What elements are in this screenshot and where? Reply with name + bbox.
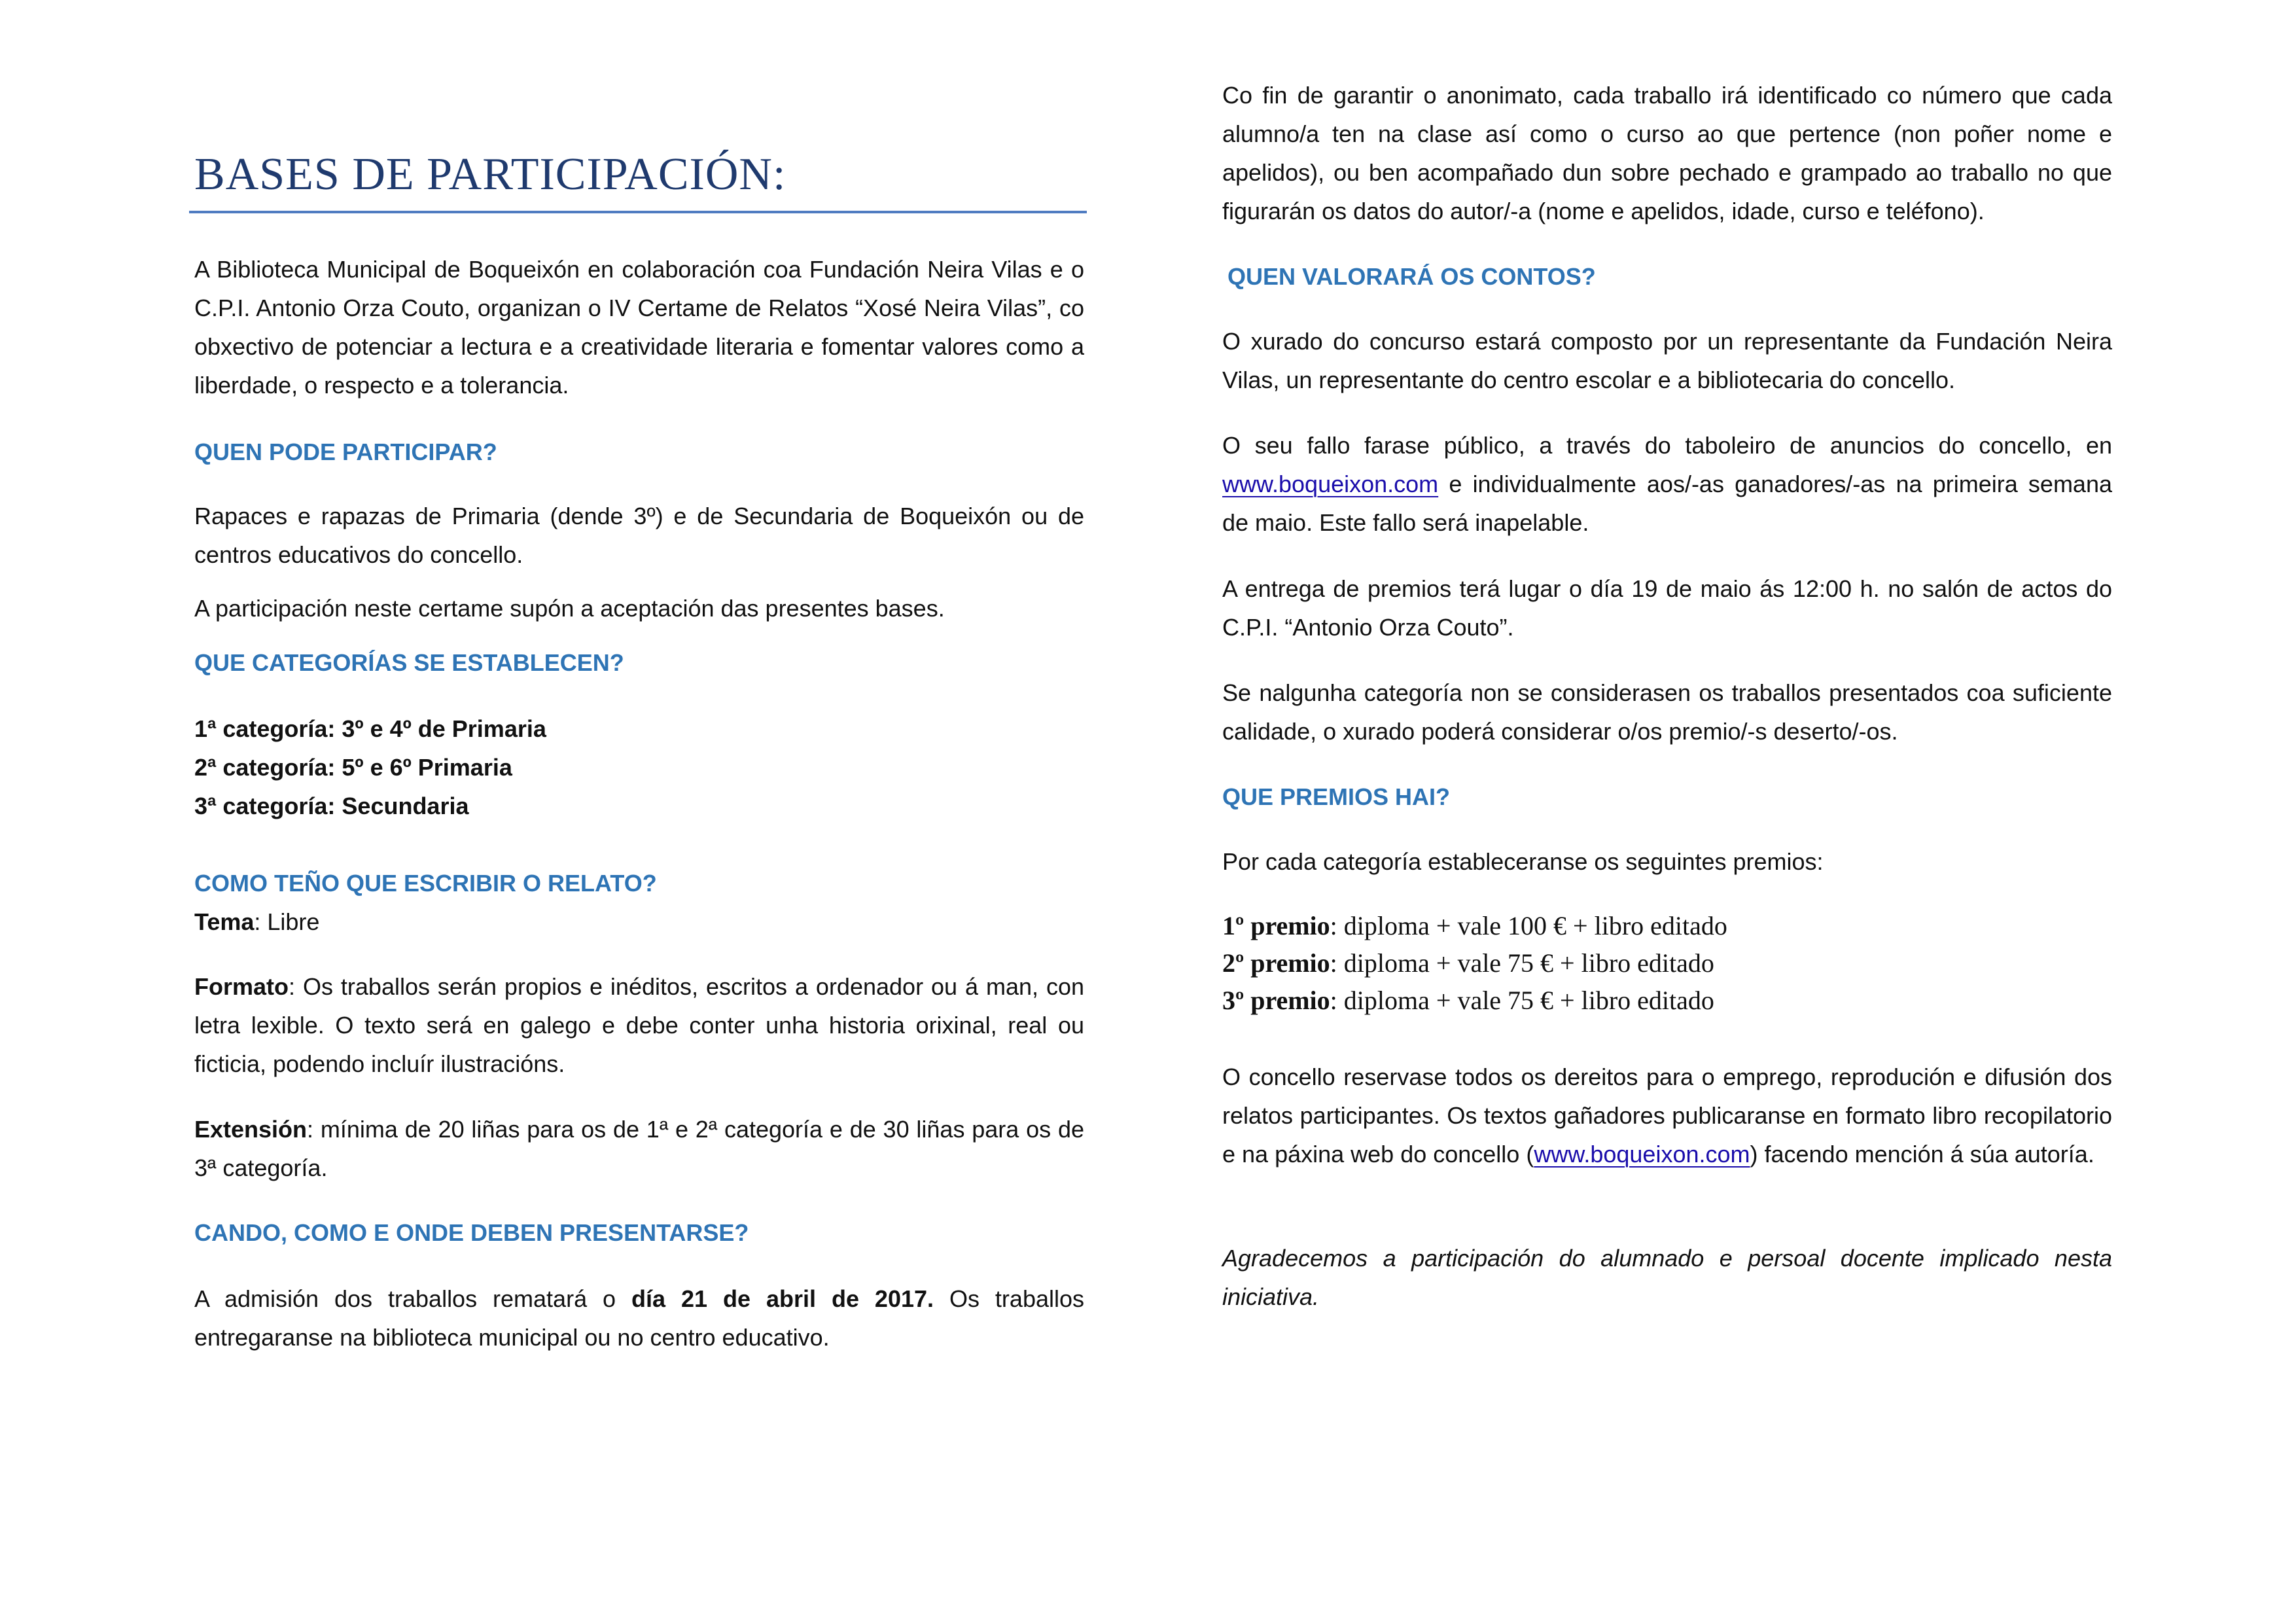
category-item: 3ª categoría: Secundaria [194, 793, 469, 819]
when-heading: CANDO, COMO E ONDE DEBEN PRESENTARSE? [194, 1219, 749, 1246]
how-heading: COMO TEÑO QUE ESCRIBIR O RELATO? [194, 870, 657, 897]
prize-value: : diploma + vale 75 € + libro editado [1330, 986, 1714, 1015]
prizes-heading: QUE PREMIOS HAI? [1222, 783, 1451, 810]
prize-item [1222, 982, 1727, 1019]
tema-label: Tema [194, 908, 255, 935]
jury-paragraph: O xurado do concurso estará composto por un representante da Fundación Neira Vilas, un representante do centro escolar e a bibliotecaria do concello. [1222, 328, 2112, 393]
boqueixon-link[interactable]: www.boqueixon.com [1222, 471, 1439, 497]
boqueixon-link[interactable]: www.boqueixon.com [1534, 1141, 1750, 1168]
when-text-after: Os traballos entregaranse na biblioteca municipal ou no centro educativo. [194, 1285, 1085, 1351]
prize-value: : diploma + vale 75 € + libro editado [1330, 948, 1714, 978]
prizes-intro: Por cada categoría estableceranse os seguintes premios: [1222, 848, 1824, 875]
who-heading: QUEN PODE PARTICIPAR? [194, 438, 497, 465]
verdict-paragraph [1222, 426, 2112, 542]
anonymity-paragraph: Co fin de garantir o anonimato, cada traballo irá identificado co número que cada alumno/a ten na clase así como o curso ao que pertence (non poñer nome e apelidos), ou ben acompañado dun sobre pechado e grampado ao traballo no que figurarán os datos do autor/-a (nome e apelidos, idade, curso e teléfono). [1222, 82, 2112, 224]
prize-item [1222, 944, 1727, 982]
verdict-text-after: e individualmente aos/-as ganadores/-as na primeira semana de maio. Este fallo será inapelable. [1222, 471, 2112, 536]
thanks-paragraph: Agradecemos a participación do alumnado e persoal docente implicado nesta iniciativa. [1222, 1245, 2112, 1310]
rights-text-before: O concello reservase todos os dereitos para o emprego, reprodución e difusión dos relatos participantes. Os textos gañadores publicaranse en formato libro recopilatorio e na páxina web do concello ( [1222, 1063, 2112, 1168]
ceremony-paragraph: A entrega de premios terá lugar o día 19 de maio ás 12:00 h. no salón de actos do C.P.I. “Antonio Orza Couto”. [1222, 575, 2112, 641]
categories-heading: QUE CATEGORÍAS SE ESTABLECEN? [194, 649, 624, 676]
when-text-before: A admisión dos traballos rematará o [194, 1285, 632, 1312]
rights-text-after: ) facendo mención á súa autoría. [1750, 1141, 2094, 1168]
formato-value: : Os traballos serán propios e inéditos, escritos a ordenador ou á man, con letra lexible. O texto será en galego e debe conter unha historia orixinal, real ou ficticia, podendo incluír ilustracións. [194, 973, 1084, 1077]
rights-paragraph [1222, 1058, 2112, 1173]
formato-paragraph [194, 967, 1084, 1083]
prize-label: 1º premio [1222, 911, 1330, 940]
acceptance-paragraph: A participación neste certame supón a aceptación das presentes bases. [194, 595, 945, 622]
extension-paragraph [194, 1110, 1084, 1187]
prizes-list [1222, 907, 1727, 1019]
extension-value: : mínima de 20 liñas para os de 1ª e 2ª categoría e de 30 liñas para os de 3ª categoría. [194, 1116, 1084, 1181]
formato-label: Formato [194, 973, 289, 1000]
category-item: 1ª categoría: 3º e 4º de Primaria [194, 715, 546, 742]
who-paragraph: Rapaces e rapazas de Primaria (dende 3º) e de Secundaria de Boqueixón ou de centros educativos do concello. [194, 503, 1084, 568]
deserted-paragraph: Se nalgunha categoría non se considerasen os traballos presentados coa suficiente calidade, o xurado poderá considerar o/os premio/-s deserto/-os. [1222, 679, 2112, 745]
categories-list [194, 709, 1084, 825]
verdict-text-before: O seu fallo farase público, a través do taboleiro de anuncios do concello, en [1222, 432, 2112, 459]
tema-value: : Libre [254, 908, 320, 935]
deadline-date: día 21 de abril de 2017. [631, 1285, 934, 1312]
jury-heading: QUEN VALORARÁ OS CONTOS? [1227, 263, 1596, 290]
page-title: BASES DE PARTICIPACIÓN: [194, 149, 786, 200]
prize-label: 3º premio [1222, 986, 1330, 1015]
intro-paragraph: A Biblioteca Municipal de Boqueixón en colaboración coa Fundación Neira Vilas e o C.P.I. Antonio Orza Couto, organizan o IV Certame de Relatos “Xosé Neira Vilas”, co obxectivo de potenciar a lectura e a creatividade literaria e fomentar valores como a liberdade, o respecto e a tolerancia. [194, 256, 1084, 399]
tema-paragraph [194, 902, 1084, 941]
title-underline [189, 211, 1087, 213]
when-paragraph [194, 1279, 1084, 1357]
prize-item [1222, 907, 1727, 944]
category-item: 2ª categoría: 5º e 6º Primaria [194, 754, 512, 781]
prize-label: 2º premio [1222, 948, 1330, 978]
prize-value: : diploma + vale 100 € + libro editado [1330, 911, 1727, 940]
extension-label: Extensión [194, 1116, 308, 1143]
